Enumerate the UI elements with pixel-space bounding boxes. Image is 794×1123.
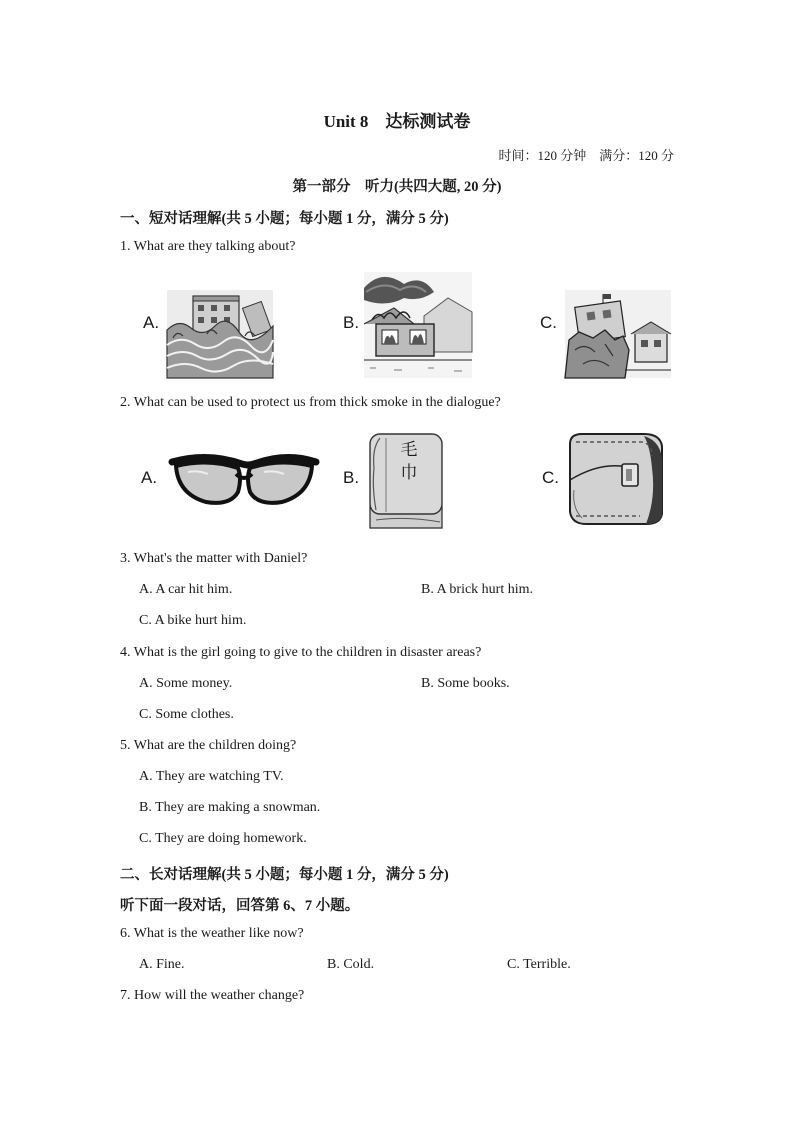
q4-option-a: A. Some money. — [139, 676, 233, 691]
sunglasses-picture — [168, 452, 320, 510]
q6-option-b: B. Cold. — [327, 957, 375, 972]
fire-picture — [364, 272, 472, 378]
q1-option-a-letter: A. — [143, 313, 160, 332]
question-7: 7. How will the weather change? — [120, 988, 305, 1003]
question-5: 5. What are the children doing? — [120, 738, 297, 753]
question-1: 1. What are they talking about? — [120, 239, 296, 254]
q4-option-c: C. Some clothes. — [139, 707, 234, 722]
question-2: 2. What can be used to protect us from thick smoke in the dialogue? — [120, 395, 501, 410]
wallet-picture — [566, 428, 668, 530]
section-one-title: 一、短对话理解(共 5 小题；每小题 1 分，满分 5 分) — [120, 211, 449, 227]
q2-option-c-letter: C. — [542, 468, 559, 487]
towel-char-2: 巾 — [400, 463, 418, 483]
q2-option-a-letter: A. — [141, 468, 158, 487]
question-3: 3. What's the matter with Daniel? — [120, 551, 308, 566]
q1-option-c-letter: C. — [540, 313, 557, 332]
q4-option-b: B. Some books. — [421, 676, 510, 691]
earthquake-picture — [565, 290, 671, 378]
q5-option-c: C. They are doing homework. — [139, 831, 307, 846]
q5-option-b: B. They are making a snowman. — [139, 800, 321, 815]
q3-option-b: B. A brick hurt him. — [421, 582, 533, 597]
page-title: Unit 8 达标测试卷 — [323, 112, 471, 131]
q5-option-a: A. They are watching TV. — [139, 769, 284, 784]
towel-label — [398, 439, 420, 485]
part-one-title: 第一部分 听力(共四大题, 20 分) — [292, 179, 502, 195]
question-4: 4. What is the girl going to give to the children in disaster areas? — [120, 645, 482, 660]
q1-option-b-letter: B. — [343, 313, 360, 332]
q3-option-c: C. A bike hurt him. — [139, 613, 247, 628]
section-two-instruction: 听下面一段对话，回答第 6、7 小题。 — [120, 898, 360, 914]
towel-char-1: 毛 — [400, 440, 418, 460]
q3-option-a: A. A car hit him. — [139, 582, 233, 597]
q2-option-b-letter: B. — [343, 468, 360, 487]
q6-option-c: C. Terrible. — [507, 957, 571, 972]
question-6: 6. What is the weather like now? — [120, 926, 304, 941]
time-score-info: 时间：120 分钟 满分：120 分 — [498, 148, 674, 163]
q6-option-a: A. Fine. — [139, 957, 185, 972]
flood-picture — [167, 290, 273, 378]
section-two-title: 二、长对话理解(共 5 小题；每小题 1 分，满分 5 分) — [120, 867, 449, 883]
